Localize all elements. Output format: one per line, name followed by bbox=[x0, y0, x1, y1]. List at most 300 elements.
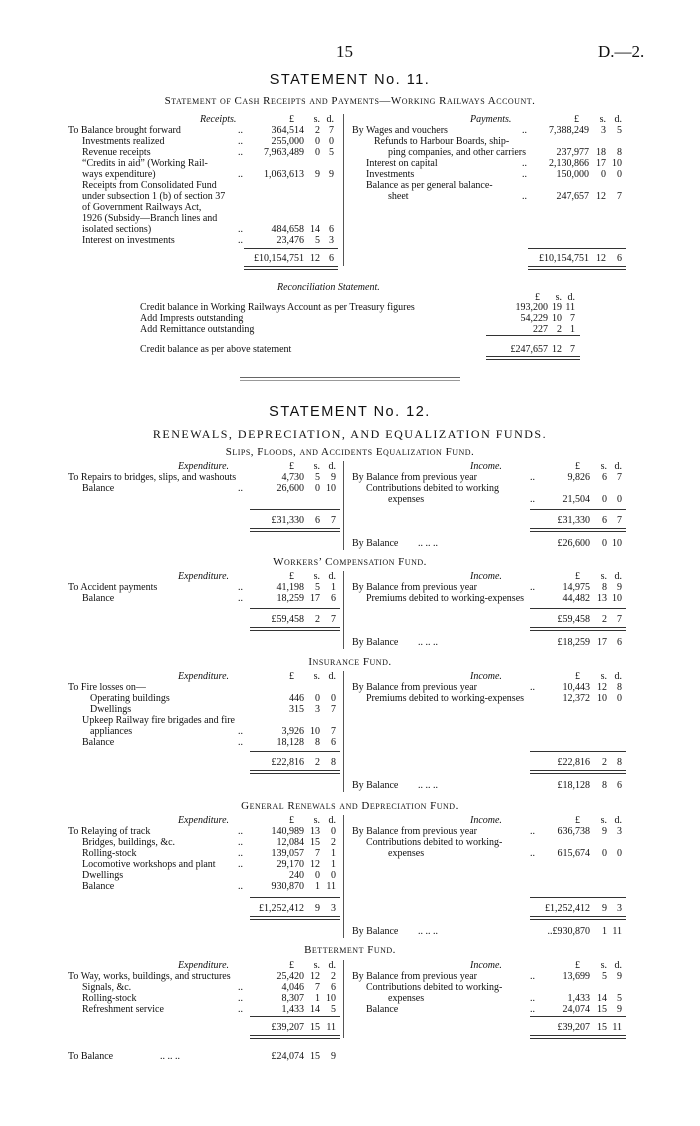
receipt-row-label: under subsection 1 (b) of section 37 bbox=[82, 191, 226, 202]
reconciliation-row-shillings: 19 bbox=[552, 302, 562, 313]
expenditure-row-shillings: 0 bbox=[315, 870, 320, 881]
statement-12-subheading: RENEWALS, DEPRECIATION, AND EQUALIZATION FUNDS. bbox=[152, 427, 548, 441]
expenditure-row-label: Balance bbox=[82, 483, 115, 494]
expenditure-row-label: To Repairs to bridges, slips, and washouts bbox=[68, 472, 237, 483]
payment-row-pence: 5 bbox=[617, 125, 622, 136]
recon-shillings-header: s. bbox=[555, 292, 562, 303]
income-row-leader: .. bbox=[530, 848, 535, 859]
expenditure-total-pence: 8 bbox=[331, 757, 336, 768]
income-total-pence: 11 bbox=[612, 1022, 622, 1033]
expenditure-row-shillings: 3 bbox=[315, 704, 320, 715]
expenditure-row-shillings: 1 bbox=[315, 993, 320, 1004]
expenditure-row-shillings: 17 bbox=[310, 593, 320, 604]
receipt-row-label: isolated sections) bbox=[82, 224, 152, 235]
receipt-row-pence: 5 bbox=[329, 147, 334, 158]
expenditure-row-leader: .. bbox=[238, 726, 243, 737]
expenditure-row-label: Dwellings bbox=[90, 704, 132, 715]
payments-subtotal-rule bbox=[528, 248, 626, 249]
income-row-pence: 9 bbox=[617, 971, 622, 982]
income-subtotal-rule bbox=[530, 751, 626, 752]
expenditure-row-pence: 0 bbox=[331, 870, 336, 881]
receipt-row-pence: 6 bbox=[329, 224, 334, 235]
expenditure-row-label: Refreshment service bbox=[82, 1004, 164, 1015]
recon-pence-header: d. bbox=[567, 292, 575, 303]
fund-center-divider bbox=[343, 571, 344, 649]
expenditure-row-pence: 1 bbox=[331, 582, 336, 593]
receipts-total-rule bbox=[244, 266, 338, 270]
statement-11-heading: STATEMENT No. 11. bbox=[269, 72, 431, 88]
expenditure-total-rule bbox=[250, 770, 340, 774]
fund-title: Workers’ Compensation Fund. bbox=[273, 556, 427, 568]
balance-leader: .. .. .. bbox=[418, 538, 438, 549]
pence-column-header: d. bbox=[614, 114, 622, 125]
expenditure-row-shillings: 7 bbox=[315, 982, 320, 993]
expenditure-row-pence: 6 bbox=[331, 982, 336, 993]
balance-leader: .. .. .. bbox=[418, 637, 438, 648]
balance-pounds: £18,128 bbox=[557, 780, 590, 791]
receipt-row-pence: 9 bbox=[329, 169, 334, 180]
expenditure-total-pence: 11 bbox=[326, 1022, 336, 1033]
expenditure-row-label: appliances bbox=[90, 726, 133, 737]
expenditure-row-leader: .. bbox=[238, 483, 243, 494]
income-row-label: By Balance from previous year bbox=[352, 682, 477, 693]
balance-shillings: 15 bbox=[310, 1051, 320, 1062]
income-row-leader: .. bbox=[530, 494, 535, 505]
receipt-row-pounds: 23,476 bbox=[276, 235, 304, 246]
income-row-shillings: 15 bbox=[597, 1004, 607, 1015]
income-row-label: By Balance from previous year bbox=[352, 826, 477, 837]
payment-row-pounds: 150,000 bbox=[556, 169, 589, 180]
expenditure-total-shillings: 9 bbox=[315, 903, 320, 914]
document-reference: D.—2. bbox=[598, 42, 645, 61]
expenditure-row-pounds: 315 bbox=[289, 704, 304, 715]
expenditure-total-shillings: 6 bbox=[315, 515, 320, 526]
reconciliation-row-shillings: 2 bbox=[557, 324, 562, 335]
receipt-row-shillings: 0 bbox=[315, 136, 320, 147]
receipt-row-label: “Credits in aid” (Working Rail- bbox=[82, 158, 208, 169]
income-row-pounds: 14,975 bbox=[562, 582, 590, 593]
expenditure-row-shillings: 5 bbox=[315, 582, 320, 593]
income-row-pence: 5 bbox=[617, 993, 622, 1004]
income-row-label: expenses bbox=[388, 494, 425, 505]
income-row-pence: 9 bbox=[617, 582, 622, 593]
payment-row-leader: .. bbox=[522, 169, 527, 180]
income-row-label: expenses bbox=[388, 993, 425, 1004]
expenditure-row-pounds: 3,926 bbox=[281, 726, 304, 737]
receipt-row-label: To Balance brought forward bbox=[68, 125, 181, 136]
income-row-pounds: 9,826 bbox=[567, 472, 590, 483]
payment-row-shillings: 17 bbox=[596, 158, 606, 169]
expenditure-subtotal-rule bbox=[250, 1016, 340, 1017]
pounds-column-header: £ bbox=[289, 571, 294, 582]
expenditure-row-pence: 6 bbox=[331, 737, 336, 748]
shillings-column-header: s. bbox=[600, 461, 607, 472]
expenditure-row-pence: 10 bbox=[326, 993, 336, 1004]
shillings-column-header: s. bbox=[600, 571, 607, 582]
reconciliation-row-pence: 11 bbox=[565, 302, 575, 313]
payment-row-pence: 10 bbox=[612, 158, 622, 169]
fund-center-divider bbox=[343, 461, 344, 550]
balance-pence: 9 bbox=[331, 1051, 336, 1062]
expenditure-total-rule bbox=[250, 528, 340, 532]
expenditure-header: Expenditure. bbox=[178, 671, 230, 682]
receipt-row-shillings: 5 bbox=[315, 235, 320, 246]
expenditure-row-pounds: 25,420 bbox=[276, 971, 304, 982]
expenditure-row-label: Balance bbox=[82, 737, 115, 748]
shillings-column-header: s. bbox=[313, 960, 320, 971]
payment-row-pounds: 2,130,866 bbox=[549, 158, 589, 169]
income-total-pounds: £31,330 bbox=[557, 515, 590, 526]
center-divider bbox=[343, 114, 344, 266]
expenditure-row-leader: .. bbox=[238, 859, 243, 870]
expenditure-row-label: To Accident payments bbox=[68, 582, 158, 593]
expenditure-row-label: Operating buildings bbox=[90, 693, 170, 704]
expenditure-row-pounds: 26,600 bbox=[276, 483, 304, 494]
payment-row-pounds: 237,977 bbox=[556, 147, 589, 158]
expenditure-row-label: Upkeep Railway fire brigades and fire bbox=[82, 715, 235, 726]
income-header: Income. bbox=[470, 461, 502, 472]
receipt-row-shillings: 0 bbox=[315, 147, 320, 158]
recon-pounds-header: £ bbox=[535, 292, 540, 303]
expenditure-row-label: Bridges, buildings, &c. bbox=[82, 837, 176, 848]
income-row-leader: .. bbox=[530, 682, 535, 693]
balance-pounds: ..£930,870 bbox=[547, 926, 590, 937]
receipts-total-shillings: 12 bbox=[310, 253, 320, 264]
expenditure-row-pounds: 4,046 bbox=[281, 982, 304, 993]
receipt-row-leader: .. bbox=[238, 224, 243, 235]
expenditure-row-pounds: 8,307 bbox=[281, 993, 304, 1004]
income-row-pence: 3 bbox=[617, 826, 622, 837]
receipt-row-leader: .. bbox=[238, 125, 243, 136]
payment-row-shillings: 18 bbox=[596, 147, 606, 158]
income-row-leader: .. bbox=[530, 582, 535, 593]
income-row-label: expenses bbox=[388, 848, 425, 859]
income-total-shillings: 9 bbox=[602, 903, 607, 914]
income-row-leader: .. bbox=[530, 472, 535, 483]
reconciliation-row-pounds: 227 bbox=[533, 324, 548, 335]
income-row-label: By Balance from previous year bbox=[352, 971, 477, 982]
pounds-column-header: £ bbox=[575, 461, 580, 472]
income-total-pounds: £22,816 bbox=[557, 757, 590, 768]
income-row-label: Contributions debited to working- bbox=[366, 982, 503, 993]
receipt-row-shillings: 14 bbox=[310, 224, 320, 235]
pounds-column-header: £ bbox=[289, 671, 294, 682]
expenditure-row-shillings: 1 bbox=[315, 881, 320, 892]
expenditure-row-pence: 2 bbox=[331, 837, 336, 848]
expenditure-row-pence: 9 bbox=[331, 472, 336, 483]
expenditure-row-pence: 1 bbox=[331, 859, 336, 870]
receipt-row-leader: .. bbox=[238, 147, 243, 158]
pence-column-header: d. bbox=[614, 960, 622, 971]
pounds-column-header: £ bbox=[575, 815, 580, 826]
pence-column-header: d. bbox=[614, 815, 622, 826]
page-number: 15 bbox=[336, 42, 353, 61]
balance-shillings: 8 bbox=[602, 780, 607, 791]
expenditure-row-leader: .. bbox=[238, 826, 243, 837]
shillings-column-header: s. bbox=[600, 815, 607, 826]
expenditure-header: Expenditure. bbox=[178, 960, 230, 971]
expenditure-row-label: To Way, works, buildings, and structures bbox=[68, 971, 231, 982]
expenditure-row-pounds: 240 bbox=[289, 870, 304, 881]
income-row-leader: .. bbox=[530, 971, 535, 982]
balance-carried-label: By Balance bbox=[352, 637, 399, 648]
expenditure-total-pounds: £59,458 bbox=[271, 614, 304, 625]
receipt-row-pounds: 484,658 bbox=[271, 224, 304, 235]
expenditure-row-pounds: 18,128 bbox=[276, 737, 304, 748]
income-row-pounds: 10,443 bbox=[562, 682, 590, 693]
reconciliation-final-shillings: 12 bbox=[552, 344, 562, 355]
income-row-pounds: 44,482 bbox=[562, 593, 590, 604]
expenditure-row-leader: .. bbox=[238, 881, 243, 892]
statement-12-heading: STATEMENT No. 12. bbox=[269, 404, 431, 420]
receipts-total-pence: 6 bbox=[329, 253, 334, 264]
expenditure-subtotal-rule bbox=[250, 608, 340, 609]
expenditure-total-rule bbox=[250, 627, 340, 631]
pounds-column-header: £ bbox=[289, 815, 294, 826]
expenditure-subtotal-rule bbox=[250, 509, 340, 510]
receipt-row-leader: .. bbox=[238, 235, 243, 246]
pounds-column-header: £ bbox=[575, 671, 580, 682]
shillings-column-header: s. bbox=[313, 461, 320, 472]
reconciliation-row-label: Add Remittance outstanding bbox=[140, 324, 255, 335]
balance-shillings: 1 bbox=[602, 926, 607, 937]
income-row-pounds: 1,433 bbox=[567, 993, 590, 1004]
pounds-column-header: £ bbox=[574, 114, 579, 125]
income-row-pounds: 21,504 bbox=[562, 494, 590, 505]
payment-row-pence: 0 bbox=[617, 169, 622, 180]
income-header: Income. bbox=[470, 815, 502, 826]
pounds-column-header: £ bbox=[575, 571, 580, 582]
expenditure-row-leader: .. bbox=[238, 993, 243, 1004]
reconciliation-title: Reconciliation Statement. bbox=[277, 282, 380, 293]
pence-column-header: d. bbox=[326, 114, 334, 125]
expenditure-row-label: Locomotive workshops and plant bbox=[82, 859, 216, 870]
expenditure-row-pounds: 930,870 bbox=[271, 881, 304, 892]
income-row-pounds: 636,738 bbox=[557, 826, 590, 837]
income-row-pounds: 615,674 bbox=[557, 848, 590, 859]
income-total-rule bbox=[530, 1035, 626, 1039]
receipt-row-leader: .. bbox=[238, 136, 243, 147]
income-row-label: By Balance from previous year bbox=[352, 582, 477, 593]
pence-column-header: d. bbox=[614, 571, 622, 582]
payments-total-rule bbox=[528, 266, 626, 270]
income-total-rule bbox=[530, 770, 626, 774]
fund-title: General Renewals and Depreciation Fund. bbox=[241, 800, 459, 812]
expenditure-row-pounds: 139,057 bbox=[271, 848, 304, 859]
payment-row-label: Balance as per general balance- bbox=[366, 180, 493, 191]
payment-row-shillings: 12 bbox=[596, 191, 606, 202]
income-row-label: Contributions debited to working- bbox=[366, 837, 503, 848]
income-header: Income. bbox=[470, 960, 502, 971]
expenditure-header: Expenditure. bbox=[178, 815, 230, 826]
expenditure-row-pence: 10 bbox=[326, 483, 336, 494]
expenditure-row-pence: 11 bbox=[326, 881, 336, 892]
expenditure-row-shillings: 15 bbox=[310, 837, 320, 848]
receipts-subtotal-rule bbox=[244, 248, 338, 249]
reconciliation-row-shillings: 10 bbox=[552, 313, 562, 324]
expenditure-total-shillings: 2 bbox=[315, 614, 320, 625]
balance-pounds: £24,074 bbox=[271, 1051, 304, 1062]
expenditure-row-pence: 0 bbox=[331, 693, 336, 704]
expenditure-row-pounds: 12,084 bbox=[276, 837, 304, 848]
reconciliation-final-pounds: £247,657 bbox=[510, 344, 548, 355]
income-row-label: Premiums debited to working-expenses bbox=[366, 593, 525, 604]
reconciliation-row-pence: 7 bbox=[570, 313, 575, 324]
fund-title: Insurance Fund. bbox=[308, 656, 392, 668]
pence-column-header: d. bbox=[328, 815, 336, 826]
pence-column-header: d. bbox=[614, 671, 622, 682]
expenditure-row-shillings: 0 bbox=[315, 483, 320, 494]
expenditure-total-pence: 7 bbox=[331, 614, 336, 625]
reconciliation-total-rule bbox=[486, 356, 580, 360]
expenditure-row-shillings: 10 bbox=[310, 726, 320, 737]
payment-row-shillings: 3 bbox=[601, 125, 606, 136]
balance-leader: .. .. .. bbox=[418, 926, 438, 937]
expenditure-row-pence: 7 bbox=[331, 726, 336, 737]
balance-carried-label: To Balance bbox=[68, 1051, 114, 1062]
receipt-row-label: Receipts from Consolidated Fund bbox=[82, 180, 217, 191]
expenditure-row-pence: 0 bbox=[331, 826, 336, 837]
expenditure-header: Expenditure. bbox=[178, 461, 230, 472]
expenditure-row-leader: .. bbox=[238, 593, 243, 604]
expenditure-total-pounds: £22,816 bbox=[271, 757, 304, 768]
receipt-row-pence: 3 bbox=[329, 235, 334, 246]
receipt-row-pence: 7 bbox=[329, 125, 334, 136]
payment-row-pounds: 247,657 bbox=[556, 191, 589, 202]
receipts-header: Receipts. bbox=[200, 114, 237, 125]
expenditure-row-leader: .. bbox=[238, 1004, 243, 1015]
expenditure-total-shillings: 15 bbox=[310, 1022, 320, 1033]
income-total-rule bbox=[530, 916, 626, 920]
income-subtotal-rule bbox=[530, 608, 626, 609]
income-row-leader: .. bbox=[530, 826, 535, 837]
expenditure-row-leader: .. bbox=[238, 837, 243, 848]
expenditure-row-pounds: 4,730 bbox=[281, 472, 304, 483]
reconciliation-row-pounds: 193,200 bbox=[515, 302, 548, 313]
income-total-pounds: £59,458 bbox=[557, 614, 590, 625]
expenditure-total-rule bbox=[250, 916, 340, 920]
fund-title: Betterment Fund. bbox=[304, 944, 396, 956]
income-total-shillings: 15 bbox=[597, 1022, 607, 1033]
balance-shillings: 17 bbox=[597, 637, 607, 648]
payment-row-label: ping companies, and other carriers bbox=[388, 147, 527, 158]
income-row-pence: 9 bbox=[617, 1004, 622, 1015]
payment-row-pence: 7 bbox=[617, 191, 622, 202]
payments-total-pence: 6 bbox=[617, 253, 622, 264]
income-row-label: Balance bbox=[366, 1004, 399, 1015]
payment-row-label: Investments bbox=[366, 169, 415, 180]
shillings-column-header: s. bbox=[599, 114, 606, 125]
payments-header: Payments. bbox=[470, 114, 512, 125]
expenditure-row-label: Rolling-stock bbox=[82, 848, 137, 859]
pounds-column-header: £ bbox=[289, 114, 294, 125]
income-row-label: Contributions debited to working bbox=[366, 483, 500, 494]
expenditure-row-leader: .. bbox=[238, 737, 243, 748]
pounds-column-header: £ bbox=[289, 960, 294, 971]
expenditure-row-label: To Fire losses on— bbox=[68, 682, 146, 693]
expenditure-row-pounds: 140,989 bbox=[271, 826, 304, 837]
payment-row-pence: 8 bbox=[617, 147, 622, 158]
expenditure-total-pounds: £1,252,412 bbox=[259, 903, 304, 914]
expenditure-row-shillings: 13 bbox=[310, 826, 320, 837]
income-total-pounds: £39,207 bbox=[557, 1022, 590, 1033]
expenditure-row-label: Dwellings bbox=[82, 870, 124, 881]
reconciliation-subtotal-rule bbox=[486, 335, 580, 336]
income-total-shillings: 6 bbox=[602, 515, 607, 526]
income-subtotal-rule bbox=[530, 897, 626, 898]
income-row-label: By Balance from previous year bbox=[352, 472, 477, 483]
expenditure-row-pounds: 1,433 bbox=[281, 1004, 304, 1015]
expenditure-row-shillings: 7 bbox=[315, 848, 320, 859]
receipt-row-shillings: 2 bbox=[315, 125, 320, 136]
income-row-shillings: 12 bbox=[597, 682, 607, 693]
fund-center-divider bbox=[343, 815, 344, 938]
reconciliation-row-label: Add Imprests outstanding bbox=[140, 313, 244, 324]
payment-row-label: Refunds to Harbour Boards, ship- bbox=[374, 136, 510, 147]
income-total-shillings: 2 bbox=[602, 757, 607, 768]
receipt-row-pence: 0 bbox=[329, 136, 334, 147]
expenditure-row-shillings: 0 bbox=[315, 693, 320, 704]
income-subtotal-rule bbox=[530, 1016, 626, 1017]
expenditure-total-pence: 3 bbox=[331, 903, 336, 914]
receipt-row-label: Revenue receipts bbox=[82, 147, 151, 158]
shillings-column-header: s. bbox=[313, 114, 320, 125]
income-row-pounds: 13,699 bbox=[562, 971, 590, 982]
reconciliation-row-label: Credit balance in Working Railways Account as per Treasury figures bbox=[140, 302, 415, 313]
expenditure-row-shillings: 5 bbox=[315, 472, 320, 483]
expenditure-total-shillings: 2 bbox=[315, 757, 320, 768]
expenditure-row-label: Rolling-stock bbox=[82, 993, 137, 1004]
payment-row-leader: .. bbox=[522, 191, 527, 202]
expenditure-row-pence: 2 bbox=[331, 971, 336, 982]
fund-title: Slips, Floods, and Accidents Equalization Fund. bbox=[225, 446, 475, 458]
income-row-shillings: 13 bbox=[597, 593, 607, 604]
expenditure-row-pence: 6 bbox=[331, 593, 336, 604]
receipts-total-pounds: £10,154,751 bbox=[254, 253, 304, 264]
income-row-label: Premiums debited to working-expenses bbox=[366, 693, 525, 704]
income-header: Income. bbox=[470, 671, 502, 682]
income-total-pence: 8 bbox=[617, 757, 622, 768]
income-row-shillings: 0 bbox=[602, 494, 607, 505]
shillings-column-header: s. bbox=[600, 671, 607, 682]
shillings-column-header: s. bbox=[600, 960, 607, 971]
shillings-column-header: s. bbox=[313, 671, 320, 682]
balance-carried-label: By Balance bbox=[352, 538, 399, 549]
income-total-pounds: £1,252,412 bbox=[545, 903, 590, 914]
receipt-row-pounds: 1,063,613 bbox=[264, 169, 304, 180]
reconciliation-final-pence: 7 bbox=[570, 344, 575, 355]
expenditure-subtotal-rule bbox=[250, 897, 340, 898]
income-row-pounds: 24,074 bbox=[562, 1004, 590, 1015]
expenditure-row-pounds: 29,170 bbox=[276, 859, 304, 870]
expenditure-row-pounds: 18,259 bbox=[276, 593, 304, 604]
pence-column-header: d. bbox=[328, 461, 336, 472]
expenditure-row-pounds: 446 bbox=[289, 693, 304, 704]
balance-pence: 6 bbox=[617, 780, 622, 791]
income-row-shillings: 10 bbox=[597, 693, 607, 704]
reconciliation-row-pounds: 54,229 bbox=[520, 313, 548, 324]
payment-row-leader: .. bbox=[522, 125, 527, 136]
expenditure-row-shillings: 12 bbox=[310, 859, 320, 870]
income-row-pence: 0 bbox=[617, 494, 622, 505]
balance-pounds: £18,259 bbox=[557, 637, 590, 648]
expenditure-row-leader: .. bbox=[238, 982, 243, 993]
pence-column-header: d. bbox=[328, 960, 336, 971]
expenditure-row-shillings: 14 bbox=[310, 1004, 320, 1015]
pence-column-header: d. bbox=[328, 671, 336, 682]
expenditure-row-pounds: 41,198 bbox=[276, 582, 304, 593]
income-row-leader: .. bbox=[530, 993, 535, 1004]
